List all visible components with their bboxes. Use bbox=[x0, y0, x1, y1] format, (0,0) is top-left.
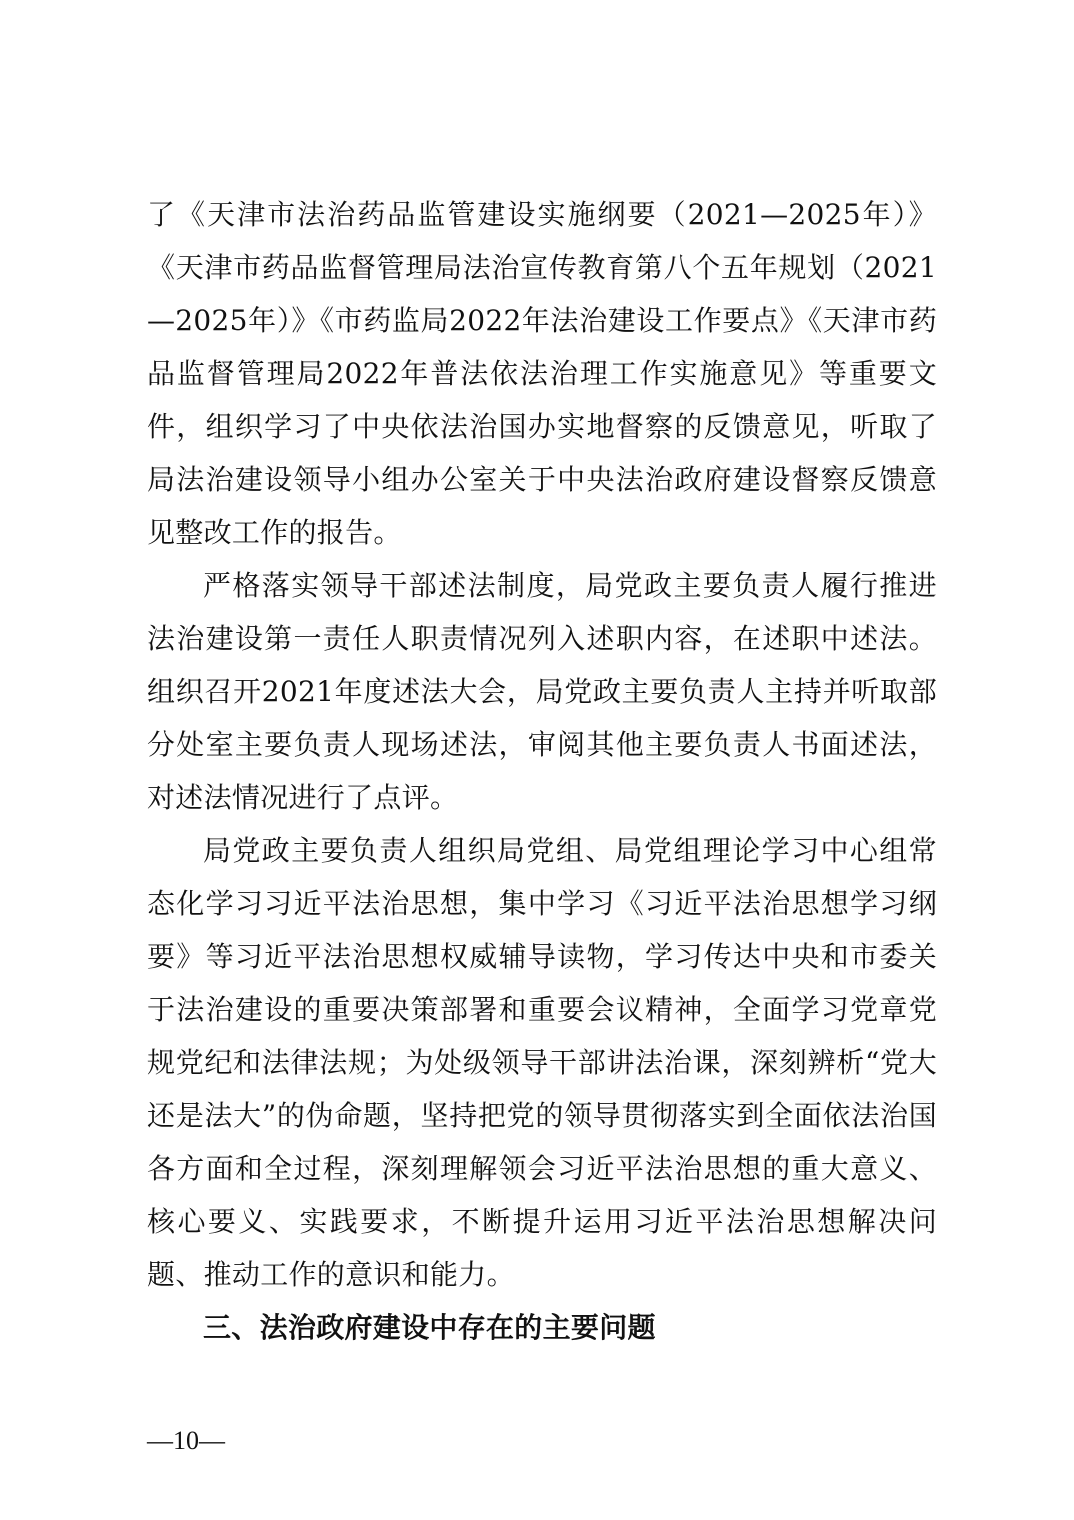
paragraph-continued: 了《天津市法治药品监管建设实施纲要（2021—2025年）》《天津市药品监督管理局法治宣传教育第八个五年规划（2021—2025年）》《市药监局2022年法治建设工作要点》《天津市药品监督管理局2022年普法依法治理工作实施意见》等重要文件，组织学习了中央依法治国办实地督察的反馈意见，听取了局法治建设领导小组办公室关于中央法治政府建设督察反馈意见整改工作的报告。 bbox=[147, 198, 937, 549]
document-body bbox=[147, 188, 937, 1354]
page-number: —10— bbox=[147, 1426, 225, 1455]
paragraph-study-thought: 局党政主要负责人组织局党组、局党组理论学习中心组常态化学习习近平法治思想，集中学习《习近平法治思想学习纲要》等习近平法治思想权威辅导读物，学习传达中央和市委关于法治建设的重要决策部署和重要会议精神，全面学习党章党规党纪和法律法规；为处级领导干部讲法治课，深刻辨析“党大还是法大”的伪命题，坚持把党的领导贯彻落实到全面依法治国各方面和全过程，深刻理解领会习近平法治思想的重大意义、核心要义、实践要求，不断提升运用习近平法治思想解决问题、推动工作的意识和能力。 bbox=[147, 834, 937, 1291]
section-heading: 三、法治政府建设中存在的主要问题 bbox=[203, 1311, 656, 1344]
paragraph-debriefing-system: 严格落实领导干部述法制度，局党政主要负责人履行推进法治建设第一责任人职责情况列入述职内容，在述职中述法。组织召开2021年度述法大会，局党政主要负责人主持并听取部分处室主要负责人现场述法，审阅其他主要负责人书面述法，对述法情况进行了点评。 bbox=[147, 569, 937, 814]
